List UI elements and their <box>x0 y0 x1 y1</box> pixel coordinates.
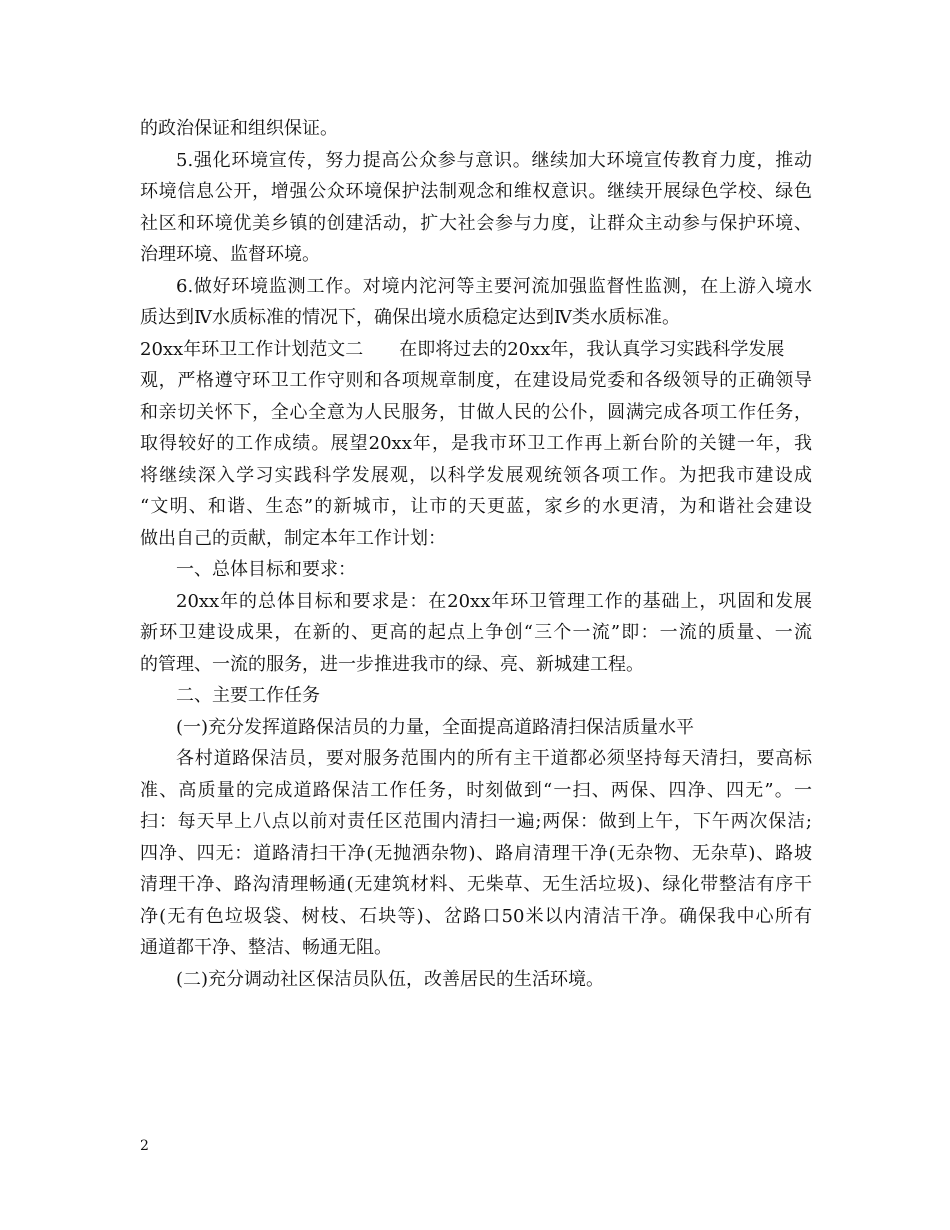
text-line-content-rest: 在即将过去的20xx年，我认真学习实践科学发展 <box>399 338 785 360</box>
text-line-content: 20xx年的总体目标和要求是：在20xx年环卫管理工作的基础上，巩固和发展 <box>176 590 812 612</box>
text-line-content: 各村道路保洁员，要对服务范围内的所有主干道都必须坚持每天清扫，要高标 <box>176 748 812 769</box>
text-line-content: 治理环境、监督环境。 <box>140 244 320 265</box>
text-line <box>140 712 812 744</box>
text-line-content: 二、主要工作任务 <box>176 685 320 706</box>
text-line-content: “文明、和谐、生态”的新城市，让市的天更蓝，家乡的水更清，为和谐社会建设 <box>140 496 812 517</box>
text-line-content: 清理干净、路沟清理畅通(无建筑材料、无柴草、无生活垃圾)、绿化带整洁有序干 <box>140 874 812 895</box>
text-line <box>140 554 812 586</box>
text-line <box>140 743 812 775</box>
text-line-content: 的管理、一流的服务，进一步推进我市的绿、亮、新城建工程。 <box>140 653 644 675</box>
text-line <box>140 428 812 460</box>
text-line-content: 四净、四无：道路清扫干净(无抛洒杂物)、路肩清理干净(无杂物、无杂草)、路坡 <box>140 842 812 864</box>
text-line-content: 准、高质量的完成道路保洁工作任务，时刻做到“一扫、两保、四净、四无”。一 <box>140 779 812 801</box>
text-line-content: 扫：每天早上八点以前对责任区范围内清扫一遍;两保：做到上午，下午两次保洁; <box>140 811 812 832</box>
text-line <box>140 334 812 366</box>
text-line <box>140 271 812 303</box>
text-line <box>140 586 812 618</box>
text-line-content: (一)充分发挥道路保洁员的力量，全面提高道路清扫保洁质量水平 <box>176 716 695 738</box>
text-line-content: 环境信息公开，增强公众环境保护法制观念和维权意识。继续开展绿色学校、绿色 <box>140 181 812 202</box>
text-line-content: 20xx年环卫工作计划范文二 <box>140 338 364 360</box>
text-line <box>140 491 812 523</box>
text-line-content: 一、总体目标和要求： <box>176 559 356 580</box>
text-line <box>140 932 812 964</box>
text-line-content: 6.做好环境监测工作。对境内沱河等主要河流加强监督性监测，在上游入境水 <box>176 275 812 297</box>
text-line <box>140 901 812 933</box>
text-line <box>140 208 812 240</box>
text-line <box>140 680 812 712</box>
text-line <box>140 775 812 807</box>
document-body <box>140 113 812 995</box>
text-line <box>140 113 812 145</box>
text-line <box>140 649 812 681</box>
text-line-content: 做出自己的贡献，制定本年工作计划： <box>140 527 446 549</box>
text-line-content: 净(无有色垃圾袋、树枝、石块等)、岔路口50米以内清洁干净。确保我中心所有 <box>140 905 812 927</box>
text-line-content: 5.强化环境宣传，努力提高公众参与意识。继续加大环境宣传教育力度，推动 <box>176 149 812 171</box>
text-line <box>140 460 812 492</box>
text-line-content: 取得较好的工作成绩。展望20xx年，是我市环卫工作再上新台阶的关键一年，我 <box>140 433 812 454</box>
text-line <box>140 365 812 397</box>
text-line <box>140 617 812 649</box>
text-line <box>140 397 812 429</box>
text-line-content: (二)充分调动社区保洁员队伍，改善居民的生活环境。 <box>176 968 605 990</box>
text-line <box>140 145 812 177</box>
text-line-content: 的政治保证和组织保证。 <box>140 118 338 139</box>
text-line-content: 通道都干净、整洁、畅通无阻。 <box>140 937 392 958</box>
text-line-content: 社区和环境优美乡镇的创建活动，扩大社会参与力度，让群众主动参与保护环境、 <box>140 212 812 234</box>
text-line <box>140 239 812 271</box>
text-line-content: 观，严格遵守环卫工作守则和各项规章制度，在建设局党委和各级领导的正确领导 <box>140 370 812 391</box>
text-line-content: 质达到Ⅳ水质标准的情况下，确保出境水质稳定达到Ⅳ类水质标准。 <box>140 307 680 328</box>
page-number: 2 <box>140 1138 149 1154</box>
text-line <box>140 302 812 334</box>
text-line <box>140 869 812 901</box>
text-line <box>140 523 812 555</box>
text-line-content: 新环卫建设成果，在新的、更高的起点上争创“三个一流”即：一流的质量、一流 <box>140 622 812 643</box>
text-line <box>140 806 812 838</box>
text-line <box>140 176 812 208</box>
text-line <box>140 838 812 870</box>
text-line <box>140 964 812 996</box>
text-line-content: 和亲切关怀下，全心全意为人民服务，甘做人民的公仆，圆满完成各项工作任务， <box>140 401 812 423</box>
text-line-content: 将继续深入学习实践科学发展观，以科学发展观统领各项工作。为把我市建设成 <box>140 464 812 486</box>
